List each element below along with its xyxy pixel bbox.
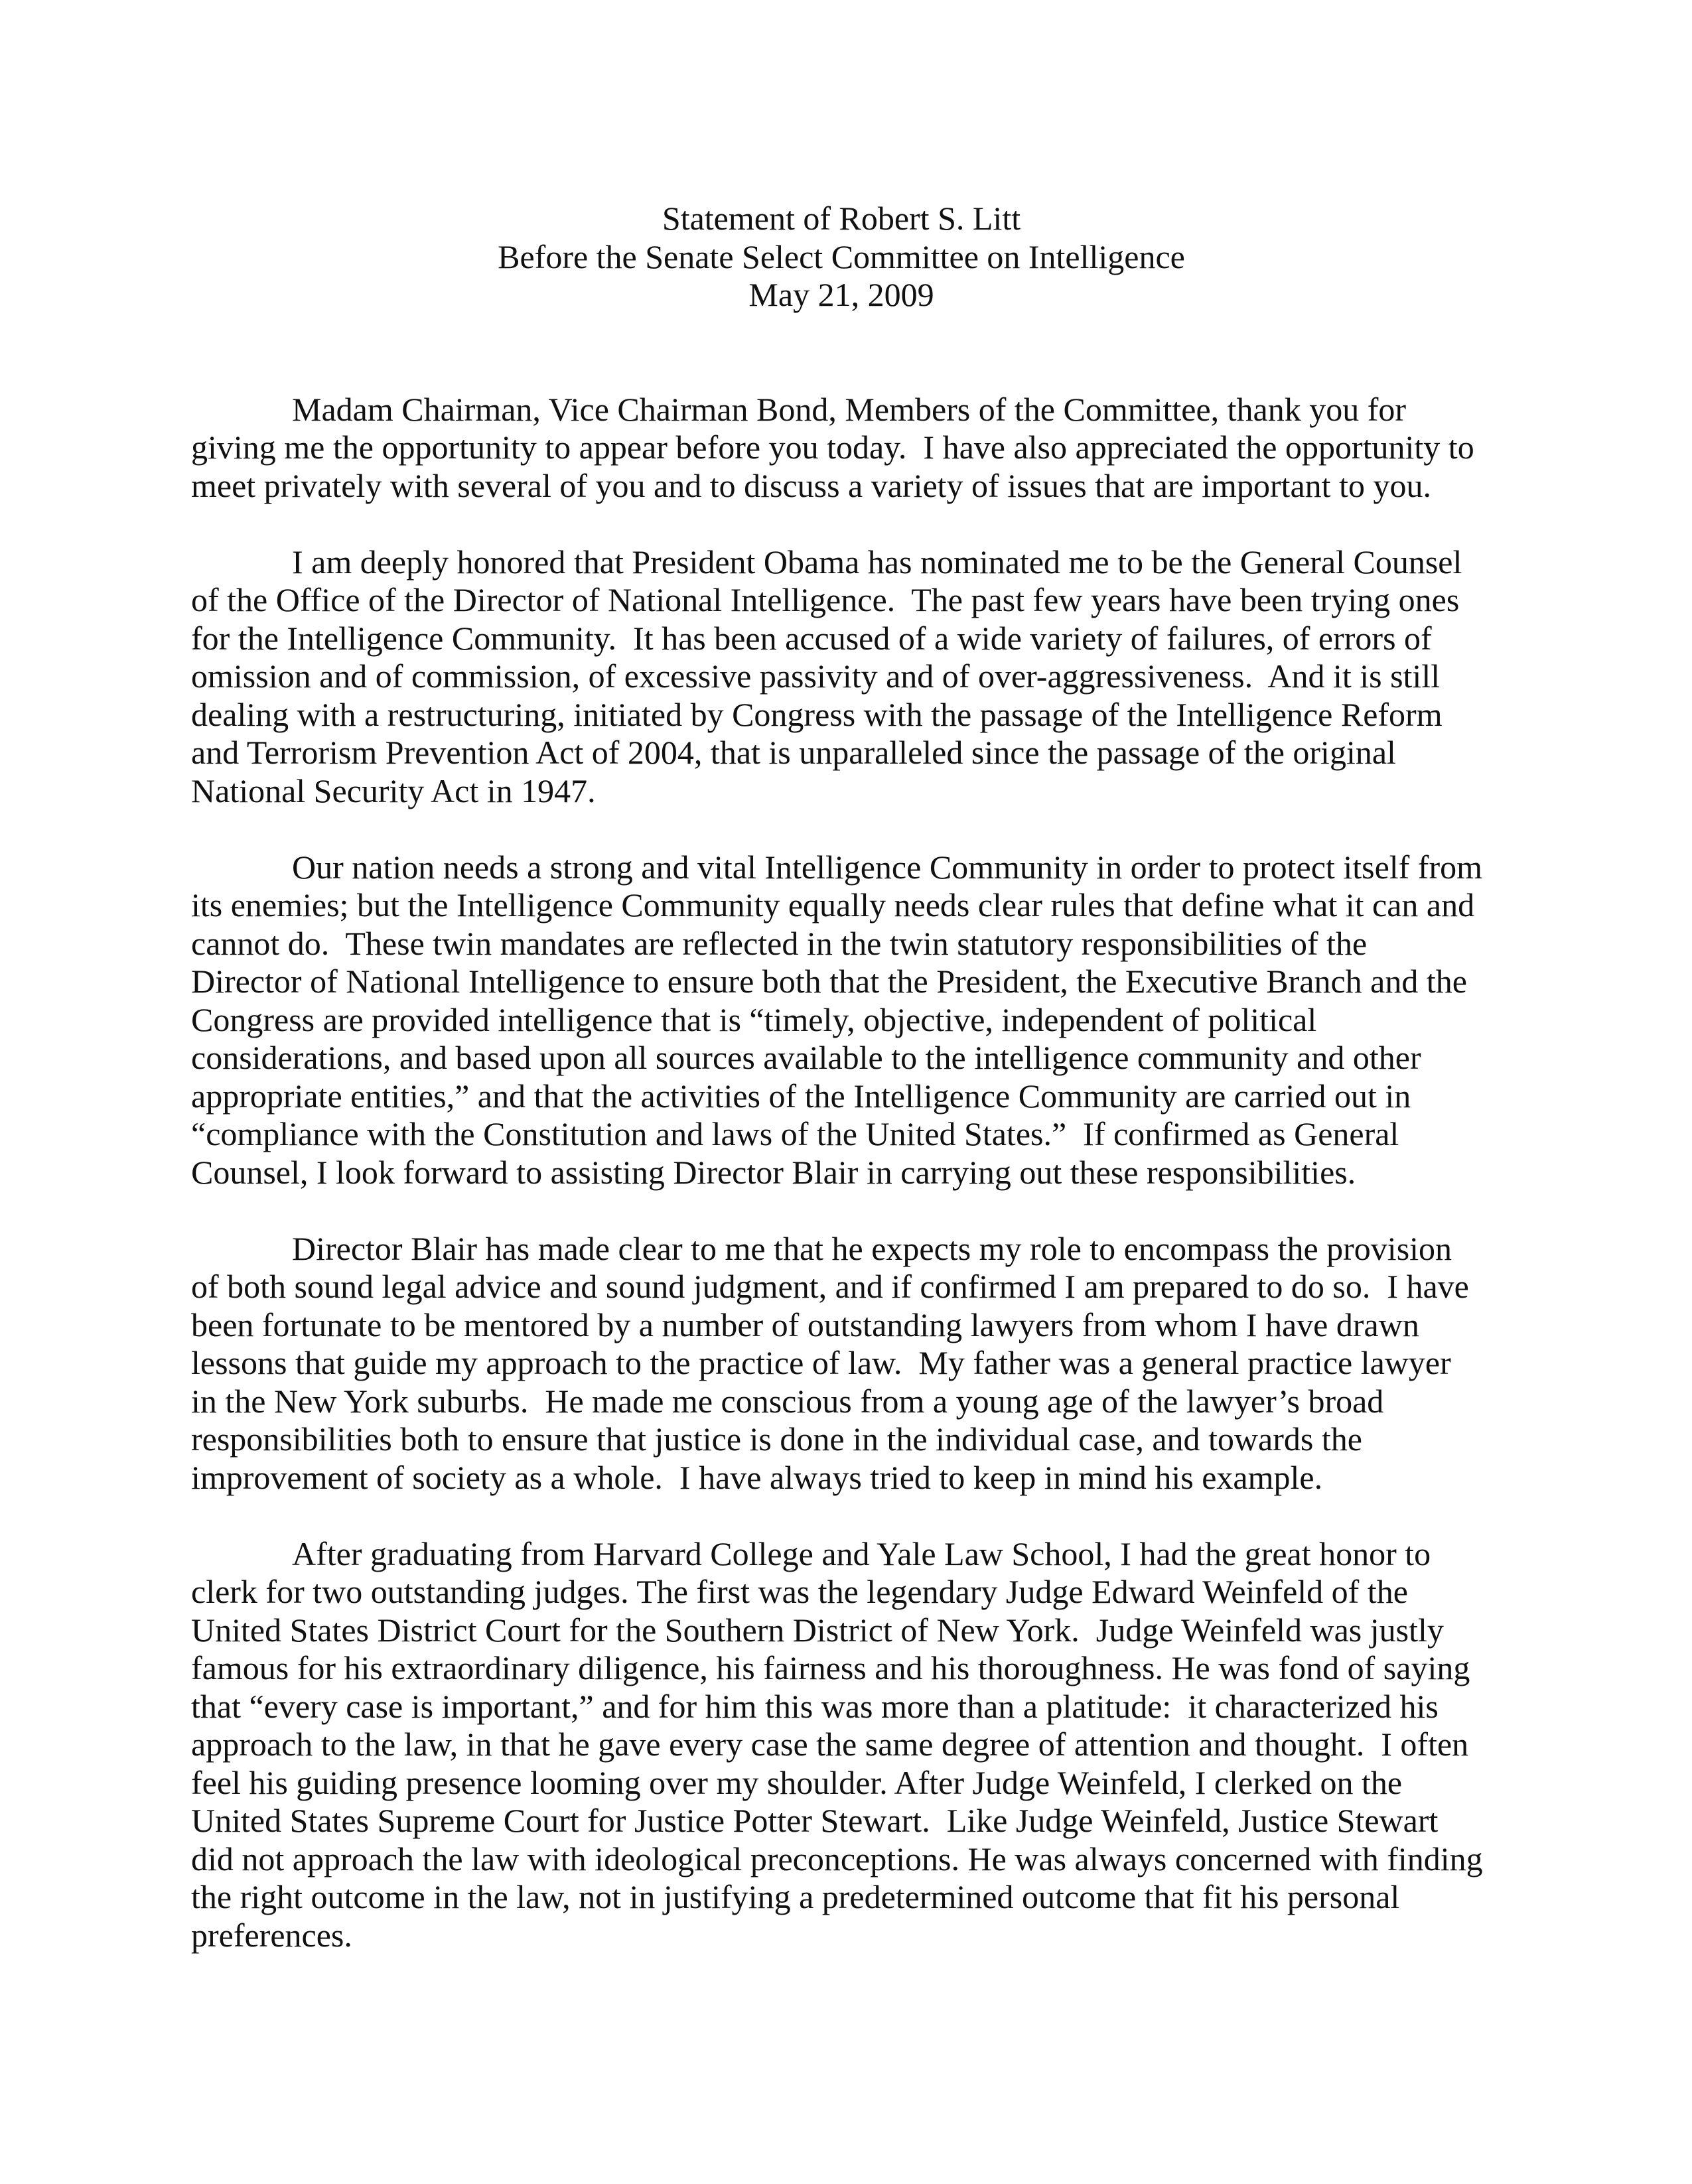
text-line: Congress are provided intelligence that is “timely, objective, independent of political [191,1000,1317,1038]
text-line: After graduating from Harvard College and Yale Law School, I had the great honor to [292,1535,1431,1572]
text-line: the right outcome in the law, not in justifying a predetermined outcome that fit his personal [191,1878,1400,1915]
text-line: cannot do. These twin mandates are reflected in the twin statutory responsibilities of the [191,924,1368,962]
paragraph-spacer [191,505,1492,543]
text-line: been fortunate to be mentored by a number of outstanding lawyers from whom I have drawn [191,1306,1419,1343]
text-line: meet privately with several of you and to discuss a variety of issues that are important to you. [191,466,1431,504]
text-line: in the New York suburbs. He made me conscious from a young age of the lawyer’s broad [191,1382,1384,1420]
text-line: lessons that guide my approach to the practice of law. My father was a general practice lawyer [191,1344,1451,1381]
text-line: omission and of commission, of excessive passivity and of over-aggressiveness. And it is still [191,657,1441,695]
text-line: Director of National Intelligence to ensure both that the President, the Executive Branch and the [191,963,1467,1000]
text-line: clerk for two outstanding judges. The first was the legendary Judge Edward Weinfeld of the [191,1573,1408,1610]
paragraph [191,1230,1492,1497]
text-line: and Terrorism Prevention Act of 2004, that is unparalleled since the passage of the original [191,734,1396,771]
text-line: Director Blair has made clear to me that he expects my role to encompass the provision [292,1229,1452,1267]
document-title: Statement of Robert S. Litt [662,200,1021,237]
paragraph-spacer [191,1192,1492,1230]
text-line: Madam Chairman, Vice Chairman Bond, Members of the Committee, thank you for [292,390,1407,428]
text-line: for the Intelligence Community. It has been accused of a wide variety of failures, of errors of [191,619,1432,657]
document-subtitle: Before the Senate Select Committee on Intelligence [498,238,1185,275]
spacer [191,314,1492,391]
text-line: preferences. [191,1916,352,1954]
document-header [191,200,1492,314]
text-line: responsibilities both to ensure that justice is done in the individual case, and towards the [191,1420,1362,1458]
text-line: United States District Court for the Southern District of New York. Judge Weinfeld was justly [191,1611,1444,1649]
text-line: that “every case is important,” and for him this was more than a platitude: it characterized his [191,1687,1439,1725]
text-line: giving me the opportunity to appear before you today. I have also appreciated the opportunity to [191,429,1474,466]
text-line: I am deeply honored that President Obama has nominated me to be the General Counsel [292,543,1462,580]
text-line: United States Supreme Court for Justice Potter Stewart. Like Judge Weinfeld, Justice Stewart [191,1802,1439,1839]
text-line: Our nation needs a strong and vital Intelligence Community in order to protect itself from [292,848,1482,886]
text-line: Counsel, I look forward to assisting Director Blair in carrying out these responsibilities. [191,1153,1356,1191]
text-line: considerations, and based upon all sources available to the intelligence community and other [191,1039,1421,1076]
text-line: improvement of society as a whole. I have always tried to keep in mind his example. [191,1458,1323,1496]
text-line: of both sound legal advice and sound judgment, and if confirmed I am prepared to do so. I have [191,1268,1469,1305]
text-line: dealing with a restructuring, initiated by Congress with the passage of the Intelligence Reform [191,695,1443,733]
document-page [191,200,1492,1954]
paragraph-spacer [191,810,1492,849]
paragraph-spacer [191,1497,1492,1535]
text-line: approach to the law, in that he gave every case the same degree of attention and thought. I often [191,1726,1469,1763]
text-line: “compliance with the Constitution and laws of the United States.” If confirmed as General [191,1115,1399,1152]
paragraph [191,849,1492,1192]
paragraph [191,1535,1492,1955]
paragraph [191,391,1492,506]
text-line: of the Office of the Director of National Intelligence. The past few years have been trying ones [191,581,1460,618]
text-line: feel his guiding presence looming over my shoulder. After Judge Weinfeld, I clerked on the [191,1763,1403,1801]
document-date: May 21, 2009 [748,276,934,313]
text-line: did not approach the law with ideological preconceptions. He was always concerned with finding [191,1840,1483,1877]
paragraph [191,543,1492,811]
document-body [191,391,1492,1955]
text-line: famous for his extraordinary diligence, his fairness and his thoroughness. He was fond of saying [191,1649,1470,1686]
text-line: its enemies; but the Intelligence Community equally needs clear rules that define what it can and [191,886,1475,923]
text-line: appropriate entities,” and that the activities of the Intelligence Community are carried out in [191,1077,1411,1115]
text-line: National Security Act in 1947. [191,772,596,809]
